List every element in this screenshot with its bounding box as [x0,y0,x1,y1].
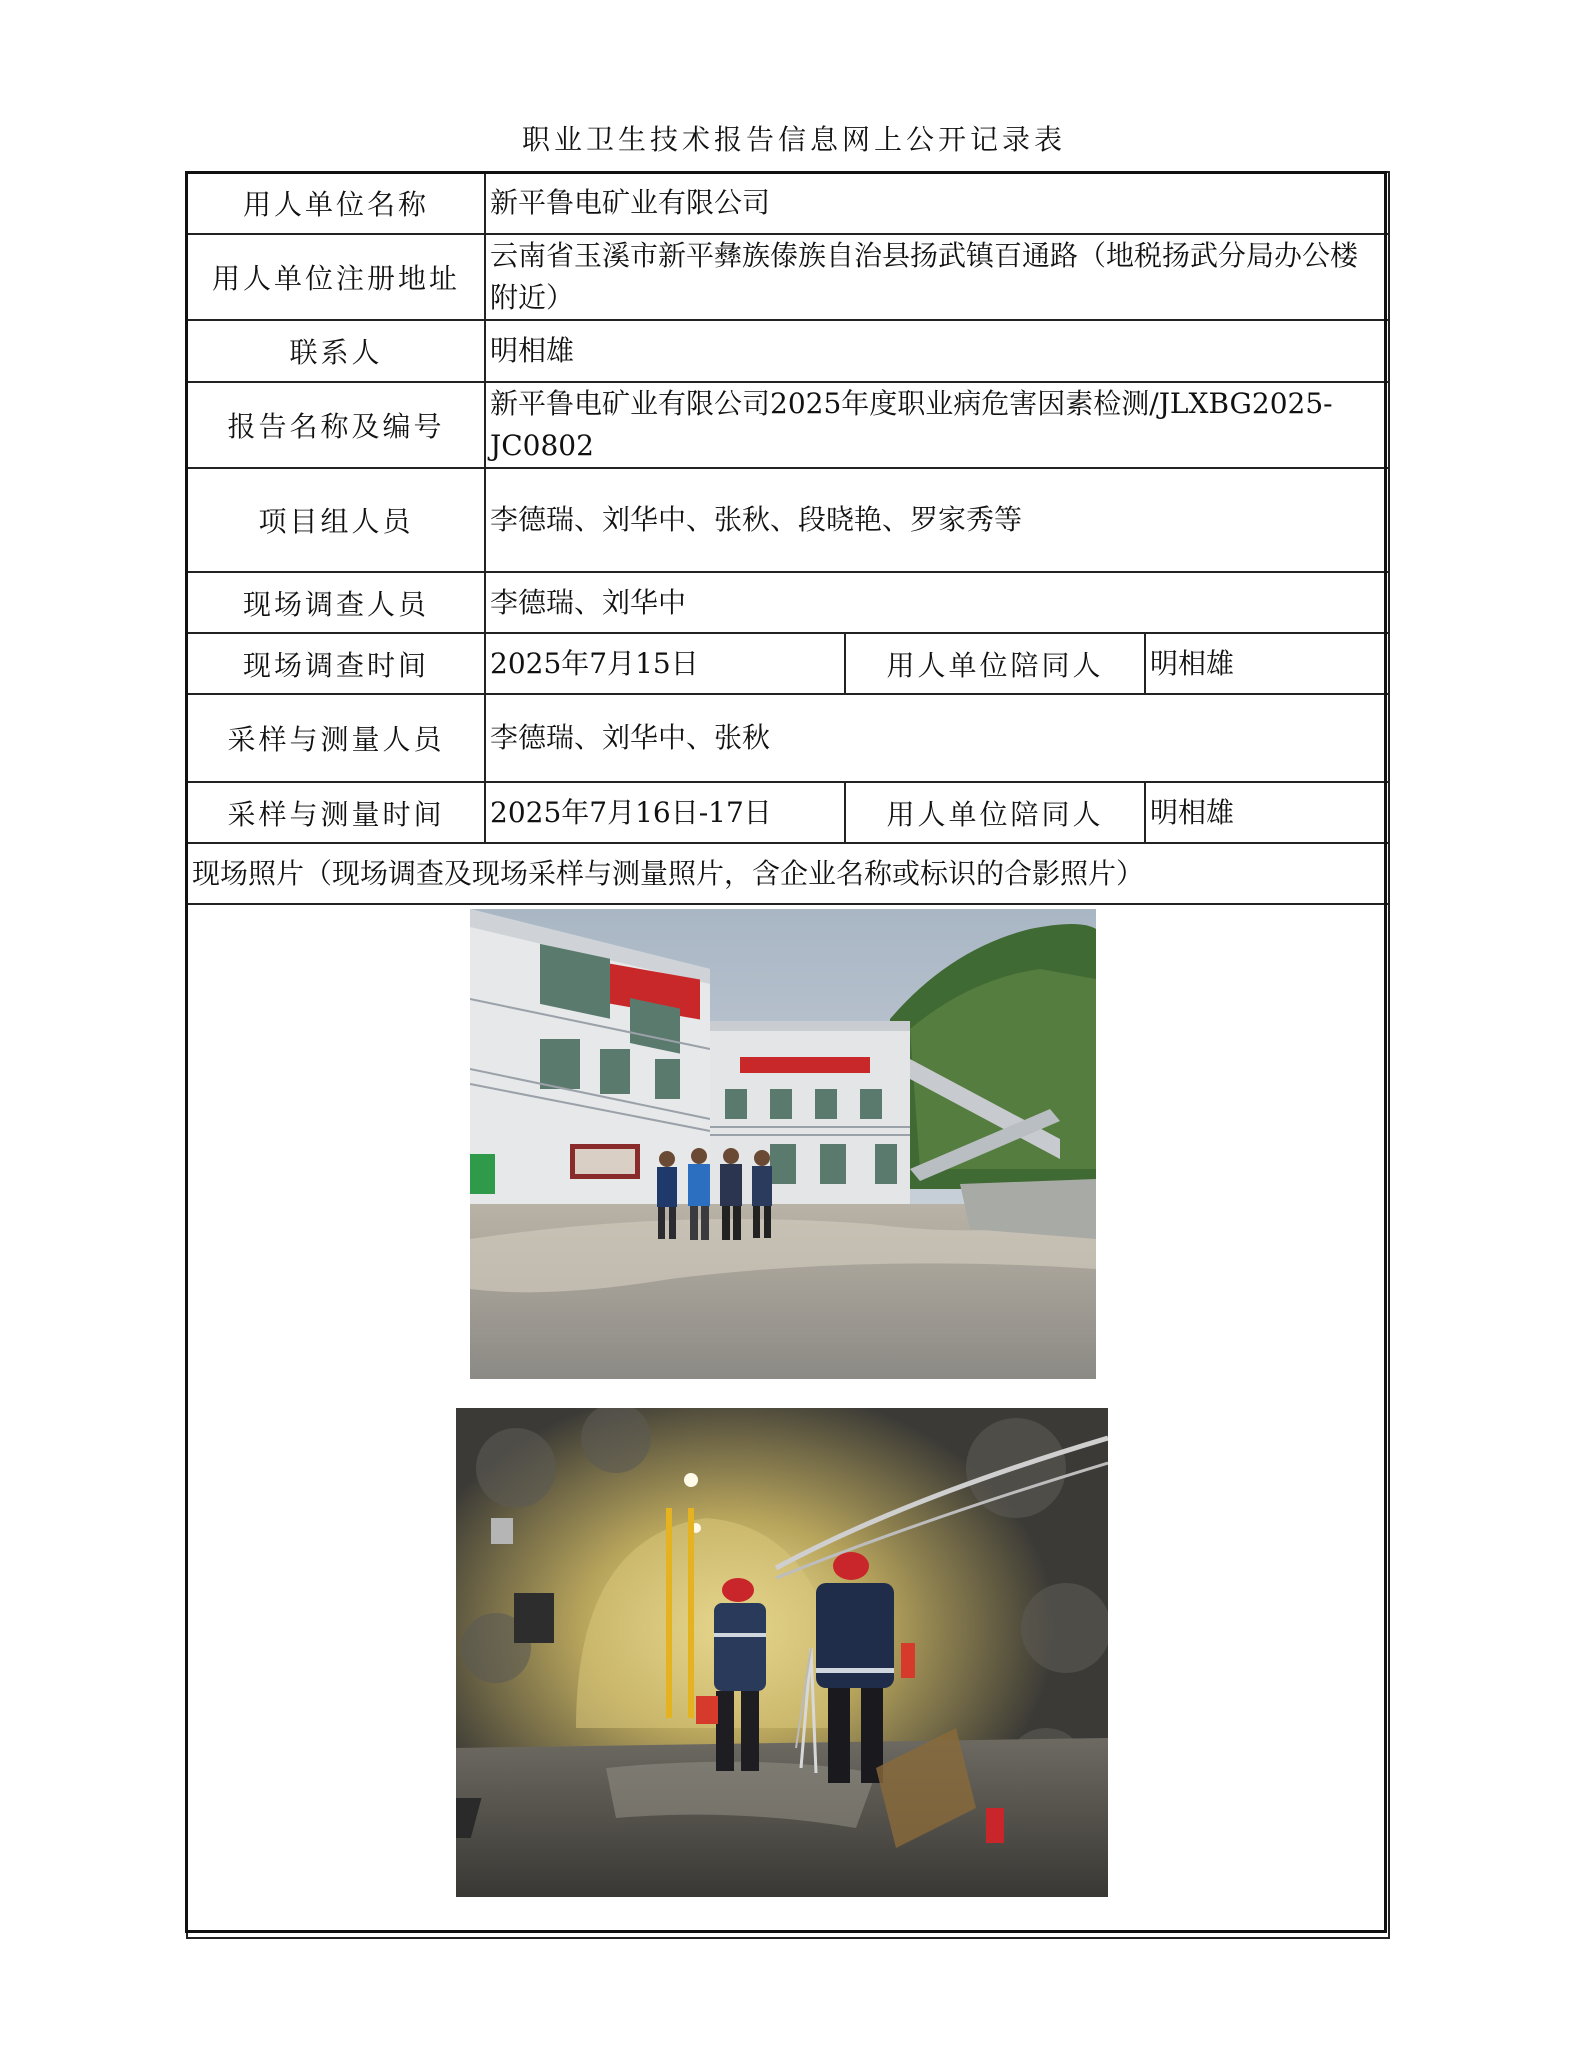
contact-value: 明相雄 [485,320,1389,382]
sampling-staff-value: 李德瑞、刘华中、张秋 [485,694,1389,782]
contact-label: 联系人 [187,320,485,382]
sampling-time-value: 2025年7月16日-17日 [485,782,845,843]
row-team [187,468,1389,572]
row-sampling-staff [187,694,1389,782]
document-title: 职业卫生技术报告信息网上公开记录表 [521,123,1066,156]
sampling-time-label: 采样与测量时间 [187,782,485,843]
row-unit-name [187,172,1389,234]
survey-escort-value: 明相雄 [1145,633,1389,694]
unit-name-label: 用人单位名称 [187,172,485,234]
sampling-escort-value: 明相雄 [1145,782,1389,843]
survey-time-value: 2025年7月15日 [485,633,845,694]
survey-time-label: 现场调查时间 [187,633,485,694]
report-label: 报告名称及编号 [187,382,485,468]
tunnel-photo [456,1408,1108,1897]
survey-staff-label: 现场调查人员 [187,572,485,633]
row-contact [187,320,1389,382]
sampling-escort-label: 用人单位陪同人 [845,782,1145,843]
row-photos [187,904,1389,1938]
survey-escort-label: 用人单位陪同人 [845,633,1145,694]
team-value: 李德瑞、刘华中、张秋、段晓艳、罗家秀等 [485,468,1389,572]
team-label: 项目组人员 [187,468,485,572]
building-photo [470,909,1096,1379]
unit-name-value: 新平鲁电矿业有限公司 [485,172,1389,234]
photos-heading: 现场照片（现场调查及现场采样与测量照片，含企业名称或标识的合影照片） [187,843,1389,904]
row-address [187,234,1389,320]
report-value: 新平鲁电矿业有限公司2025年度职业病危害因素检测/JLXBG2025-JC0802 [485,382,1389,468]
row-report [187,382,1389,468]
row-survey-staff [187,572,1389,633]
row-survey-time [187,633,1389,694]
sampling-staff-label: 采样与测量人员 [187,694,485,782]
photos-cell [187,904,1389,1938]
address-label: 用人单位注册地址 [187,234,485,320]
record-table [186,171,1390,1939]
survey-staff-value: 李德瑞、刘华中 [485,572,1389,633]
address-value: 云南省玉溪市新平彝族傣族自治县扬武镇百通路（地税扬武分局办公楼附近） [485,234,1389,320]
row-sampling-time [187,782,1389,843]
row-photos-heading [187,843,1389,904]
